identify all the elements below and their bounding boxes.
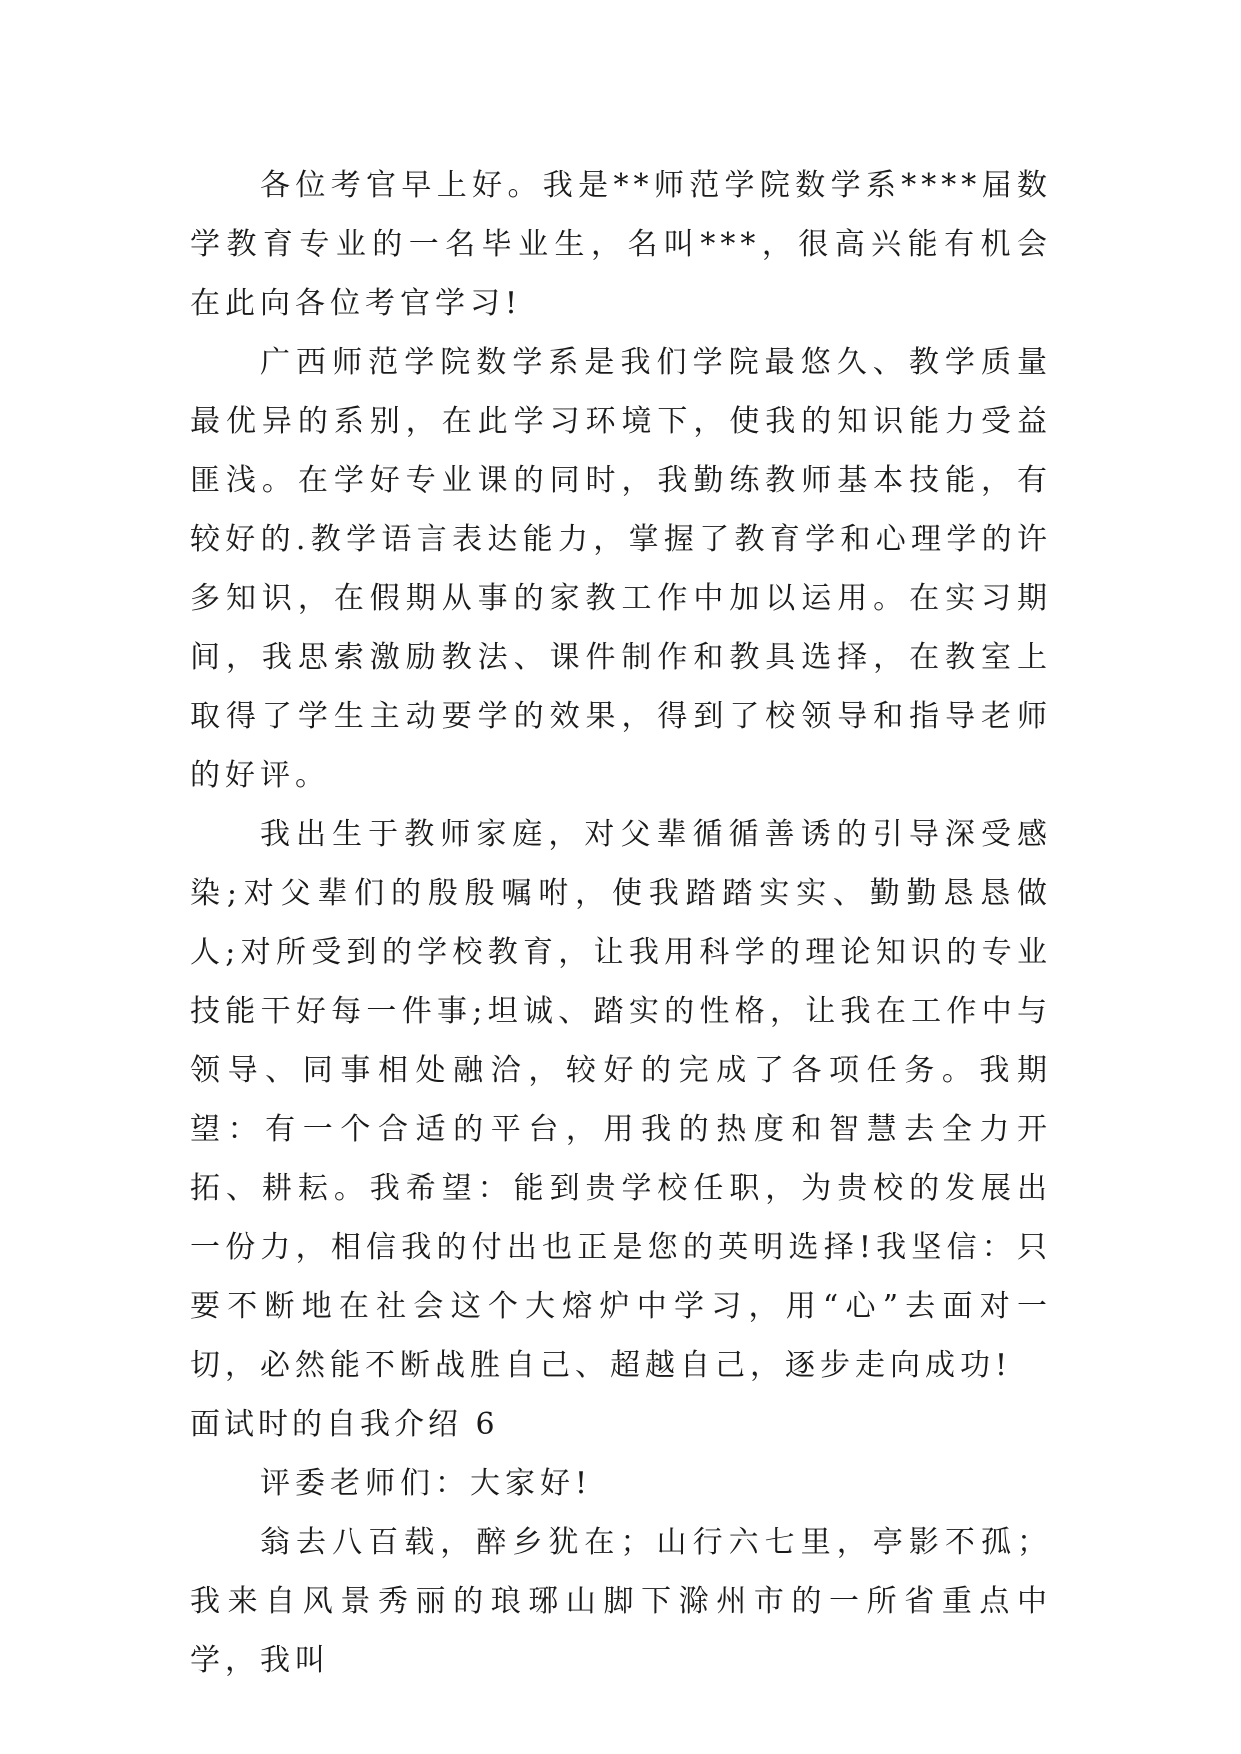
paragraph-background: 我出生于教师家庭，对父辈循循善诱的引导深受感染;对父辈们的殷殷嘱咐，使我踏踏实实、勤勤恳恳做人;对所受到的学校教育，让我用科学的理论知识的专业技能干好每一件事;坦诚、踏实的性格，让我在工作中与领导、同事相处融洽，较好的完成了各项任务。我期望：有一个合适的平台，用我的热度和智慧去全力开拓、耕耘。我希望：能到贵学校任职，为贵校的发展出一份力，相信我的付出也正是您的英明选择!我坚信：只要不断地在社会这个大熔炉中学习，用“心”去面对一切，必然能不断战胜自己、超越自己，逐步走向成功! [190, 817, 1052, 1383]
document-body [190, 156, 1052, 1690]
paragraph-greeting: 各位考官早上好。我是**师范学院数学系****届数学教育专业的一名毕业生，名叫***，很高兴能有机会在此向各位考官学习! [190, 168, 1052, 321]
paragraph-intro: 翁去八百载，醉乡犹在；山行六七里，亭影不孤；我来自风景秀丽的琅琊山脚下滁州市的一所省重点中学，我叫 [190, 1525, 1052, 1678]
paragraph-education: 广西师范学院数学系是我们学院最悠久、教学质量最优异的系别，在此学习环境下，使我的知识能力受益匪浅。在学好专业课的同时，我勤练教师基本技能，有较好的.教学语言表达能力，掌握了教育学和心理学的许多知识，在假期从事的家教工作中加以运用。在实习期间，我思索激励教法、课件制作和教具选择，在教室上取得了学生主动要学的效果，得到了校领导和指导老师的好评。 [190, 345, 1052, 793]
paragraph-salutation: 评委老师们：大家好! [260, 1466, 593, 1501]
section-title: 面试时的自我介绍 6 [190, 1407, 499, 1442]
